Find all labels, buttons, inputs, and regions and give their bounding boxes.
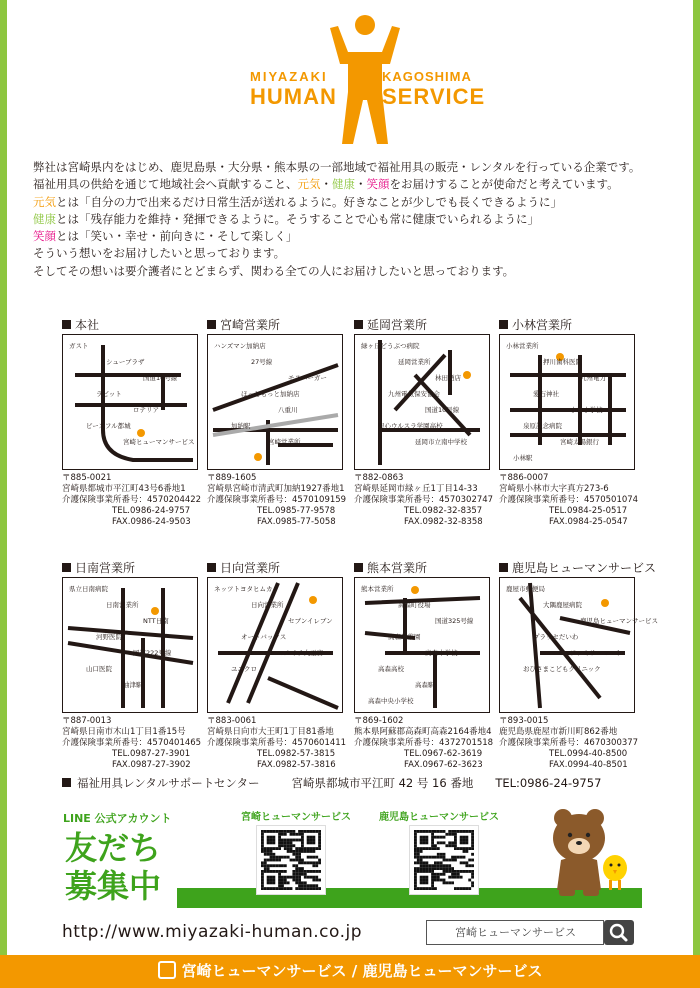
office-postal: 〒889-1605	[207, 473, 257, 483]
map-label: ガスト	[69, 342, 89, 350]
map-label: 林田酒店	[435, 374, 461, 382]
map-label: 日向営業所	[251, 601, 284, 609]
map-label: ロテリア	[133, 406, 159, 414]
map-label: 高森高校	[378, 665, 404, 673]
office-info	[499, 716, 639, 771]
bullet-square	[62, 778, 71, 787]
office-title-text: 熊本営業所	[367, 561, 428, 575]
map-label: 国道325号線	[435, 617, 474, 625]
office-card	[62, 316, 202, 528]
office-location-marker	[309, 596, 317, 604]
map-label: 山口医院	[86, 665, 112, 673]
office-title	[499, 316, 635, 334]
office-info	[499, 473, 639, 528]
map-label: 宮崎太陽銀行	[560, 438, 599, 446]
office-fax: FAX.0987-27-3902	[112, 760, 191, 770]
map-roads	[355, 335, 491, 471]
office-card	[207, 559, 347, 771]
map-label: 愛石神社	[533, 390, 559, 398]
map-label: 小林小学校	[570, 406, 603, 414]
office-fax: FAX.0982-57-3816	[257, 760, 336, 770]
map-label: モスバーガー	[288, 374, 327, 382]
office-postal: 〒883-0061	[207, 716, 257, 726]
office-license: 介護保険事業所番号：4570302747	[354, 495, 494, 505]
map-label: 大隅鹿屋病院	[543, 601, 582, 609]
map-label: 鹿屋市郵便局	[506, 585, 545, 593]
intro-text-part: をお届けすることが使命だと考えています。	[389, 177, 619, 192]
search-button[interactable]	[604, 920, 634, 945]
office-address: 宮崎県日向市大王町1丁目81番地	[207, 727, 334, 737]
qr-code-icon[interactable]	[257, 826, 325, 894]
map-label: 泉原記念病院	[523, 422, 562, 430]
office-postal: 〒882-0863	[354, 473, 404, 483]
map-label: 27号線	[251, 358, 273, 366]
map-label: プラッセだいわ	[533, 633, 579, 641]
office-fax: FAX.0986-24-9503	[112, 517, 191, 527]
office-title-text: 延岡営業所	[367, 318, 428, 332]
bullet-square	[207, 563, 216, 572]
office-license: 介護保険事業所番号：4372701518	[354, 738, 494, 748]
office-postal: 〒893-0015	[499, 716, 549, 726]
office-map	[354, 334, 490, 470]
office-tel: TEL.0987-27-3901	[112, 749, 191, 759]
map-label: ラビット	[96, 390, 122, 398]
intro-line: そういう想いをお届けしたいと思っております。	[33, 246, 286, 261]
office-tel: TEL.0982-32-8357	[404, 506, 483, 516]
logo-text-human: HUMAN	[250, 84, 337, 109]
bullet-square	[62, 563, 71, 572]
office-title	[207, 316, 343, 334]
intro-text-part: とは「残存能力を維持・発揮できるように。そうすることで心も常に健康でいられるように」	[56, 211, 539, 226]
qr-miyazaki-label: 宮崎ヒューマンサービス	[241, 812, 351, 823]
footer-separator: /	[351, 962, 358, 980]
map-roads	[208, 578, 344, 714]
office-postal: 〒887-0013	[62, 716, 112, 726]
map-label: 高森中学校	[425, 649, 458, 657]
map-label: 熊本営業所	[361, 585, 394, 593]
map-label: マルイチ大王店	[278, 649, 324, 657]
keyword-genki: 元気	[297, 177, 321, 192]
office-tel: TEL.0986-24-9757	[112, 506, 191, 516]
office-map	[354, 577, 490, 713]
map-label: 高森駅	[415, 681, 435, 689]
office-fax: FAX.0994-40-8501	[549, 760, 628, 770]
office-info	[207, 473, 347, 528]
intro-text-part: とは「笑い・幸せ・前向きに・そして楽しく」	[56, 229, 298, 244]
search-icon	[604, 920, 634, 945]
support-address: 宮崎県都城市平江町 42 号 16 番地	[291, 776, 474, 790]
bear-mascot-icon	[547, 804, 657, 900]
office-title-text: 日南営業所	[75, 561, 136, 575]
office-info	[354, 473, 494, 528]
office-location-marker	[411, 586, 419, 594]
office-card	[499, 316, 639, 528]
map-label: ほっともっと加納店	[241, 390, 300, 398]
footer-company-miyazaki: 宮崎ヒューマンサービス	[181, 962, 347, 980]
office-license: 介護保険事業所番号：4570601411	[207, 738, 347, 748]
keyword-egao: 笑顔	[33, 229, 56, 244]
map-label: 延岡営業所	[398, 358, 431, 366]
office-title	[354, 316, 490, 334]
office-title	[354, 559, 490, 577]
bullet-square	[207, 320, 216, 329]
map-label: 県立日南病院	[69, 585, 108, 593]
separator: ・	[355, 177, 367, 192]
office-card	[499, 559, 658, 771]
office-map	[499, 334, 635, 470]
intro-line: そしてその想いは要介護者にとどまらず、関わる全ての人にお届けしたいと思っております。	[33, 263, 515, 278]
office-info	[62, 473, 202, 528]
separator: ・	[320, 177, 332, 192]
office-map	[62, 577, 198, 713]
office-map	[62, 334, 198, 470]
map-label: 高森中央小学校	[368, 697, 414, 705]
office-fax: FAX.0982-32-8358	[404, 517, 483, 527]
office-license: 介護保険事業所番号：4570204422	[62, 495, 202, 505]
map-label: 油津駅	[123, 681, 143, 689]
office-tel: TEL.0985-77-9578	[257, 506, 336, 516]
map-label: 日南営業所	[106, 601, 139, 609]
search-input[interactable]: 宮崎ヒューマンサービス	[426, 920, 604, 945]
office-address: 鹿児島県鹿屋市新川町862番地	[499, 727, 618, 737]
intro-line	[33, 194, 673, 211]
map-label: 緑ヶ丘どうぶつ病院	[361, 342, 420, 350]
office-address: 宮崎県小林市大字真方273-6	[499, 484, 609, 494]
office-location-marker	[601, 599, 609, 607]
logo-text-service: SERVICE	[382, 84, 486, 109]
office-card	[354, 316, 494, 528]
map-roads	[208, 335, 344, 471]
keyword-egao: 笑顔	[366, 177, 390, 192]
map-label: シューブラザ	[106, 358, 145, 366]
map-label: 高森幼稚園	[388, 633, 421, 641]
office-title-text: 小林営業所	[512, 318, 573, 332]
map-roads	[500, 335, 636, 471]
company-logo-icon	[158, 961, 176, 979]
office-location-marker	[254, 453, 262, 461]
keyword-kenko: 健康	[332, 177, 355, 192]
office-address: 宮崎県都城市平江町43号6番地1	[62, 484, 186, 494]
office-title-text: 日向営業所	[220, 561, 281, 575]
map-label: ピースフル都城	[86, 422, 131, 430]
office-location-marker	[151, 607, 159, 615]
office-title	[62, 559, 198, 577]
map-label: 聖心ウルスラ学園高校	[378, 422, 443, 430]
office-title-text: 宮崎営業所	[220, 318, 281, 332]
office-location-marker	[463, 371, 471, 379]
office-postal: 〒869-1602	[354, 716, 404, 726]
intro-text	[33, 159, 673, 280]
map-label: ハンズマン加納店	[214, 342, 266, 350]
map-label: 鹿児島ヒューマンサービス	[580, 617, 658, 625]
intro-line	[33, 176, 673, 193]
office-map	[499, 577, 658, 713]
office-title-text: 鹿児島ヒューマンサービス	[512, 561, 657, 575]
office-fax: FAX.0967-62-3623	[404, 760, 483, 770]
office-tel: TEL.0967-62-3619	[404, 749, 483, 759]
map-label: 国道10号線	[425, 406, 460, 414]
map-label: 九州電力	[580, 374, 606, 382]
map-label: 小林営業所	[506, 342, 539, 350]
office-info	[62, 716, 202, 771]
intro-line: 弊社は宮崎県内をはじめ、鹿児島県・大分県・熊本県の一部地域で福祉用具の販売・レンタルを行っている企業です。	[33, 160, 641, 174]
map-label: 宮崎ヒューマンサービス	[123, 438, 195, 446]
qr-code-icon[interactable]	[410, 826, 478, 894]
website-url[interactable]: http://www.miyazaki-human.co.jp	[62, 922, 363, 942]
map-label: 国道222号線	[133, 649, 172, 657]
office-address: 宮崎県宮崎市清武町加納1927番地1	[207, 484, 345, 494]
keyword-kenko: 健康	[33, 211, 56, 226]
intro-text-part: とは「自分の力で出来るだけ日常生活が送れるように。好きなことが少しでも長くできるように」	[56, 194, 562, 209]
line-headline-recruiting: 募集中	[65, 867, 162, 905]
office-map	[207, 577, 343, 713]
office-title	[207, 559, 343, 577]
bullet-square	[354, 563, 363, 572]
bullet-square	[62, 320, 71, 329]
map-roads	[355, 578, 491, 714]
office-address: 宮崎県日南市木山1丁目1番15号	[62, 727, 186, 737]
office-license: 介護保険事業所番号：4570401465	[62, 738, 202, 748]
map-label: 小林駅	[513, 454, 533, 462]
map-label: NTT日南	[143, 617, 169, 625]
qr-kagoshima-label: 鹿児島ヒューマンサービス	[379, 812, 499, 823]
intro-line	[33, 228, 673, 245]
office-title-text: 本社	[75, 318, 100, 332]
map-label: オートバックス	[241, 633, 287, 641]
footer-company-kagoshima: 鹿児島ヒューマンサービス	[362, 962, 543, 980]
office-license: 介護保険事業所番号：4570501074	[499, 495, 639, 505]
line-official-label: LINE 公式アカウント	[63, 812, 172, 825]
intro-line	[33, 211, 673, 228]
office-tel: TEL.0984-25-0517	[549, 506, 628, 516]
map-label: ネッツトヨタヒムカ	[214, 585, 273, 593]
map-label: 加納駅	[231, 422, 251, 430]
office-title	[499, 559, 657, 577]
map-label: 河野医院	[96, 633, 122, 641]
logo-text-kagoshima: KAGOSHIMA	[382, 69, 472, 84]
office-address: 熊本県阿蘇郡高森町高森2164番地4	[354, 727, 492, 737]
map-label: 九州電気保安協会	[388, 390, 440, 398]
map-label: ユニクロ	[231, 665, 257, 673]
office-address: 宮崎県延岡市緑ヶ丘1丁目14-33	[354, 484, 478, 494]
support-center	[62, 775, 601, 791]
office-tel: TEL.0982-57-3815	[257, 749, 336, 759]
office-card	[354, 559, 494, 771]
map-label: おひさまこどもクリニック	[523, 665, 601, 673]
office-title	[62, 316, 198, 334]
map-label: 八重川	[278, 406, 298, 414]
office-card	[207, 316, 347, 528]
bullet-square	[354, 320, 363, 329]
office-fax: FAX.0985-77-5058	[257, 517, 336, 527]
line-headline-friends: 友だち	[65, 829, 162, 867]
map-roads	[63, 578, 199, 714]
map-label: ファミリーマート	[570, 649, 622, 657]
intro-text-part: 福祉用具の供給を通じて地域社会へ貢献すること、	[33, 177, 298, 192]
bullet-square	[499, 563, 508, 572]
office-card	[62, 559, 202, 771]
office-map	[207, 334, 343, 470]
office-license: 介護保険事業所番号：4670300377	[499, 738, 639, 748]
office-info	[207, 716, 347, 771]
office-fax: FAX.0984-25-0547	[549, 517, 628, 527]
bullet-square	[499, 320, 508, 329]
office-tel: TEL.0994-40-8500	[549, 749, 628, 759]
map-roads	[63, 335, 199, 471]
keyword-genki: 元気	[33, 194, 56, 209]
office-postal: 〒886-0007	[499, 473, 549, 483]
company-logo	[250, 14, 486, 154]
map-label: 押川歯科医院	[543, 358, 582, 366]
logo-text-miyazaki: MIYAZAKI	[250, 69, 328, 84]
footer-bar	[0, 955, 700, 988]
map-label: 国道10号線	[143, 374, 178, 382]
map-label: 延岡市立南中学校	[415, 438, 467, 446]
office-license: 介護保険事業所番号：4570109159	[207, 495, 347, 505]
support-tel: TEL:0986-24-9757	[495, 776, 602, 790]
office-location-marker	[137, 429, 145, 437]
map-roads	[500, 578, 636, 714]
support-name: 福祉用具レンタルサポートセンター	[77, 776, 260, 790]
office-info	[354, 716, 494, 771]
line-section	[7, 800, 693, 920]
map-label: セブンイレブン	[288, 617, 333, 625]
map-label: 宮崎営業所	[268, 438, 301, 446]
map-label: 高森町役場	[398, 601, 431, 609]
office-postal: 〒885-0021	[62, 473, 112, 483]
